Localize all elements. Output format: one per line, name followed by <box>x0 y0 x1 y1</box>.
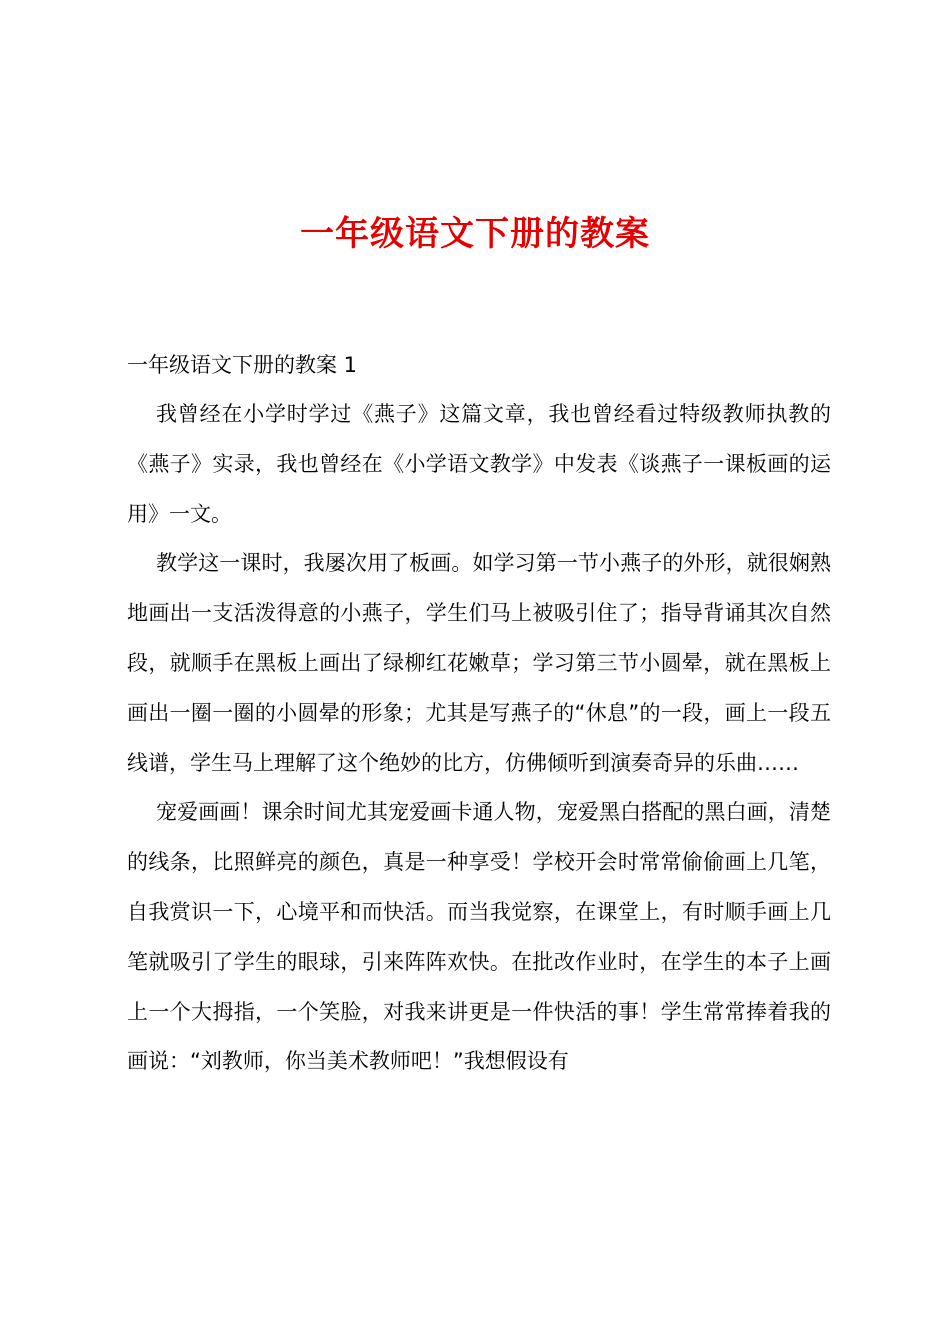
paragraph-3: 宠爱画画！课余时间尤其宠爱画卡通人物，宠爱黑白搭配的黑白画，清楚的线条，比照鲜亮的颜色，真是一种享受！学校开会时常常偷偷画上几笔，自我赏识一下，心境平和而快活。而当我觉察，在课堂上，有时顺手画上几笔就吸引了学生的眼球，引来阵阵欢快。在批改作业时，在学生的本子上画上一个大拇指，一个笑脸，对我来讲更是一件快活的事！学生常常捧着我的画说：“刘教师，你当美术教师吧！”我想假设有 <box>127 800 831 1074</box>
paragraph-2: 教学这一课时，我屡次用了板画。如学习第一节小燕子的外形，就很娴熟地画出一支活泼得意的小燕子，学生们马上被吸引住了；指导背诵其次自然段，就顺手在黑板上画出了绿柳红花嫩草；学习第三节小圆晕，就在黑板上画出一圈一圈的小圆晕的形象；尤其是写燕子的“休息”的一段，画上一段五线谱，学生马上理解了这个绝妙的比方，仿佛倾听到演奏奇异的乐曲…… <box>127 551 831 775</box>
paragraph-1: 我曾经在小学时学过《燕子》这篇文章，我也曾经看过特级教师执教的《燕子》实录，我也曾经在《小学语文教学》中发表《谈燕子一课板画的运用》一文。 <box>127 402 831 526</box>
section-heading: 一年级语文下册的教案 1 <box>127 353 358 377</box>
document-title: 一年级语文下册的教案 <box>300 214 650 254</box>
document-body <box>127 340 831 1087</box>
